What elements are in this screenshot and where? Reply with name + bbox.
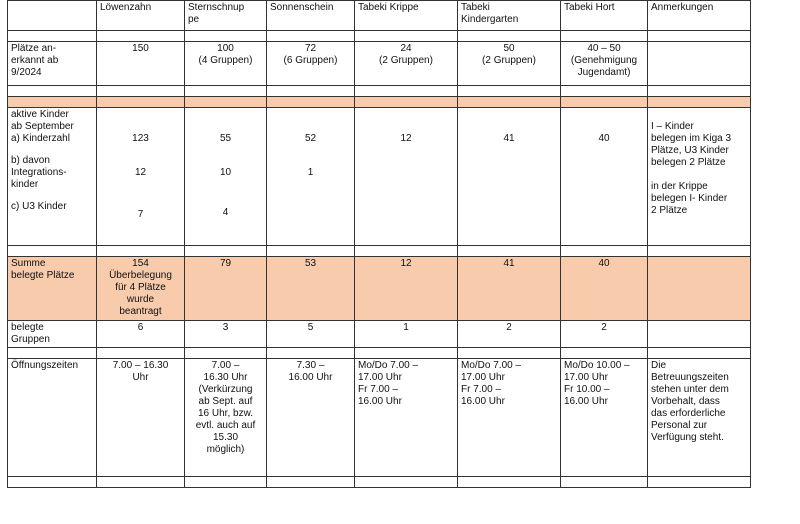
aktive-sonnenschein xyxy=(267,108,355,246)
aktive-tabeki-kindergarten xyxy=(458,108,561,246)
oeffnung-note: Die Betreuungszeiten stehen unter dem Vorbehalt, dass das erforderliche Personal zur Verfügung steht. xyxy=(648,359,751,477)
gruppen-label: belegte Gruppen xyxy=(8,321,97,348)
spacer-cell xyxy=(8,246,97,257)
gruppen-sternschnuppe: 3 xyxy=(185,321,267,348)
gruppen-note xyxy=(648,321,751,348)
header-tabeki-kindergarten: Tabeki Kindergarten xyxy=(458,1,561,31)
spacer-cell xyxy=(97,31,185,42)
spacer-cell xyxy=(458,86,561,97)
summe-tabeki-krippe: 12 xyxy=(355,257,458,321)
gap xyxy=(651,169,747,181)
header-sternschnuppe: Sternschnup pe xyxy=(185,1,267,31)
spacer-row xyxy=(8,31,751,42)
summe-row xyxy=(8,257,751,321)
aktive-label-a: a) Kinderzahl xyxy=(11,133,70,144)
spacer-cell xyxy=(185,348,267,359)
spacer-row xyxy=(8,477,751,488)
oeffnung-row xyxy=(8,359,751,477)
summe-label: Summe belegte Plätze xyxy=(8,257,97,321)
spacer-cell xyxy=(648,246,751,257)
gap xyxy=(100,179,181,209)
plaetze-tabeki-krippe: 24 (2 Gruppen) xyxy=(355,42,458,86)
spacer-cell xyxy=(185,97,267,108)
aktive-b-loewenzahn: 12 xyxy=(134,167,147,178)
summe-loewenzahn: 154 Überbelegung für 4 Plätze wurde beantragt xyxy=(97,257,185,321)
spacer-cell xyxy=(561,348,648,359)
aktive-note-2: in der Krippe belegen I- Kinder 2 Plätze xyxy=(651,181,728,216)
kita-table xyxy=(7,0,751,488)
header-anmerkungen: Anmerkungen xyxy=(648,1,751,31)
summe-tabeki-hort: 40 xyxy=(561,257,648,321)
spacer-cell xyxy=(8,477,97,488)
spacer-cell xyxy=(355,86,458,97)
aktive-c-loewenzahn: 7 xyxy=(137,209,144,220)
spacer-cell xyxy=(97,86,185,97)
summe-tabeki-kindergarten: 41 xyxy=(458,257,561,321)
aktive-note-1: I – Kinder belegen im Kiga 3 Plätze, U3 Kinder belegen 2 Plätze xyxy=(651,121,732,168)
header-tabeki-hort: Tabeki Hort xyxy=(561,1,648,31)
header-empty xyxy=(8,1,97,31)
spacer-cell xyxy=(267,97,355,108)
plaetze-loewenzahn: 150 xyxy=(97,42,185,86)
spacer-cell xyxy=(267,477,355,488)
spacer-cell xyxy=(185,31,267,42)
spacer-cell xyxy=(561,477,648,488)
aktive-label-intro: aktive Kinder ab September xyxy=(11,109,74,132)
oeffnung-sternschnuppe: 7.00 – 16.30 Uhr (Verkürzung ab Sept. auf 16 Uhr, bzw. evtl. auch auf 15.30 möglich) xyxy=(185,359,267,477)
header-row xyxy=(8,1,751,31)
gap xyxy=(270,145,351,167)
gap xyxy=(100,109,181,133)
spacer-cell xyxy=(355,246,458,257)
spacer-cell xyxy=(267,348,355,359)
aktive-b-sternschnuppe: 10 xyxy=(219,167,232,178)
aktive-a-tabeki-kindergarten: 41 xyxy=(503,133,515,144)
aktive-loewenzahn xyxy=(97,108,185,246)
spacer-cell xyxy=(267,246,355,257)
aktive-a-tabeki-krippe: 12 xyxy=(400,133,412,144)
spacer-cell xyxy=(458,31,561,42)
spacer-row xyxy=(8,246,751,257)
spacer-cell xyxy=(561,246,648,257)
plaetze-sternschnuppe: 100 (4 Gruppen) xyxy=(185,42,267,86)
spacer-cell xyxy=(355,97,458,108)
spacer-row-orange xyxy=(8,97,751,108)
spacer-cell xyxy=(648,477,751,488)
gruppen-loewenzahn: 6 xyxy=(97,321,185,348)
aktive-a-sternschnuppe: 55 xyxy=(219,133,232,144)
gruppen-tabeki-kindergarten: 2 xyxy=(458,321,561,348)
plaetze-tabeki-kindergarten: 50 (2 Gruppen) xyxy=(458,42,561,86)
gap xyxy=(358,109,454,133)
spacer-cell xyxy=(185,246,267,257)
gruppen-sonnenschein: 5 xyxy=(267,321,355,348)
spacer-cell xyxy=(185,477,267,488)
spacer-cell xyxy=(97,477,185,488)
plaetze-tabeki-hort: 40 – 50 (Genehmigung Jugendamt) xyxy=(561,42,648,86)
spacer-cell xyxy=(8,97,97,108)
spacer-cell xyxy=(185,86,267,97)
header-sonnenschein: Sonnenschein xyxy=(267,1,355,31)
spacer-cell xyxy=(648,97,751,108)
aktive-label xyxy=(8,108,97,246)
gap xyxy=(11,145,93,155)
spacer-cell xyxy=(561,31,648,42)
gruppen-row xyxy=(8,321,751,348)
gap xyxy=(564,109,644,133)
gap xyxy=(188,145,263,167)
aktive-b-sonnenschein: 1 xyxy=(307,167,314,178)
aktive-a-sonnenschein: 52 xyxy=(304,133,317,144)
spacer-cell xyxy=(648,31,751,42)
gap xyxy=(100,145,181,167)
aktive-a-tabeki-hort: 40 xyxy=(598,133,610,144)
oeffnung-tabeki-hort: Mo/Do 10.00 – 17.00 Uhr Fr 10.00 – 16.00 Uhr xyxy=(561,359,648,477)
header-loewenzahn: Löwenzahn xyxy=(97,1,185,31)
gap xyxy=(188,109,263,133)
spacer-cell xyxy=(8,86,97,97)
gap xyxy=(270,109,351,133)
spacer-cell xyxy=(355,477,458,488)
summe-note xyxy=(648,257,751,321)
gruppen-tabeki-krippe: 1 xyxy=(355,321,458,348)
spacer-cell xyxy=(648,86,751,97)
spacer-cell xyxy=(8,31,97,42)
aktive-label-c: c) U3 Kinder xyxy=(11,201,67,212)
aktive-sternschnuppe xyxy=(185,108,267,246)
plaetze-row xyxy=(8,42,751,86)
spacer-cell xyxy=(458,348,561,359)
gap xyxy=(11,191,93,201)
aktive-c-sternschnuppe: 4 xyxy=(222,207,229,218)
plaetze-note xyxy=(648,42,751,86)
aktive-label-b: b) davon Integrations- kinder xyxy=(11,155,67,190)
spacer-cell xyxy=(458,477,561,488)
summe-sternschnuppe: 79 xyxy=(185,257,267,321)
oeffnung-loewenzahn: 7.00 – 16.30 Uhr xyxy=(97,359,185,477)
gap xyxy=(188,179,263,207)
plaetze-sonnenschein: 72 (6 Gruppen) xyxy=(267,42,355,86)
spacer-cell xyxy=(648,348,751,359)
aktive-row xyxy=(8,108,751,246)
spacer-cell xyxy=(458,97,561,108)
spacer-cell xyxy=(561,86,648,97)
summe-sonnenschein: 53 xyxy=(267,257,355,321)
spacer-cell xyxy=(561,97,648,108)
spacer-cell xyxy=(267,31,355,42)
aktive-tabeki-krippe xyxy=(355,108,458,246)
spacer-cell xyxy=(97,348,185,359)
spacer-cell xyxy=(458,246,561,257)
oeffnung-sonnenschein: 7.30 – 16.00 Uhr xyxy=(267,359,355,477)
spacer-cell xyxy=(355,348,458,359)
aktive-tabeki-hort xyxy=(561,108,648,246)
aktive-a-loewenzahn: 123 xyxy=(132,133,149,144)
oeffnung-label: Öffnungszeiten xyxy=(8,359,97,477)
spacer-cell xyxy=(97,246,185,257)
plaetze-label: Plätze an- erkannt ab 9/2024 xyxy=(8,42,97,86)
gruppen-tabeki-hort: 2 xyxy=(561,321,648,348)
spacer-cell xyxy=(8,348,97,359)
spacer-cell xyxy=(355,31,458,42)
oeffnung-tabeki-kindergarten: Mo/Do 7.00 – 17.00 Uhr Fr 7.00 – 16.00 Uhr xyxy=(458,359,561,477)
spacer-cell xyxy=(267,86,355,97)
gap xyxy=(651,109,747,121)
gap xyxy=(461,109,557,133)
spacer-row xyxy=(8,348,751,359)
oeffnung-tabeki-krippe: Mo/Do 7.00 – 17.00 Uhr Fr 7.00 – 16.00 Uhr xyxy=(355,359,458,477)
spacer-cell xyxy=(97,97,185,108)
spacer-row xyxy=(8,86,751,97)
aktive-note xyxy=(648,108,751,246)
header-tabeki-krippe: Tabeki Krippe xyxy=(355,1,458,31)
